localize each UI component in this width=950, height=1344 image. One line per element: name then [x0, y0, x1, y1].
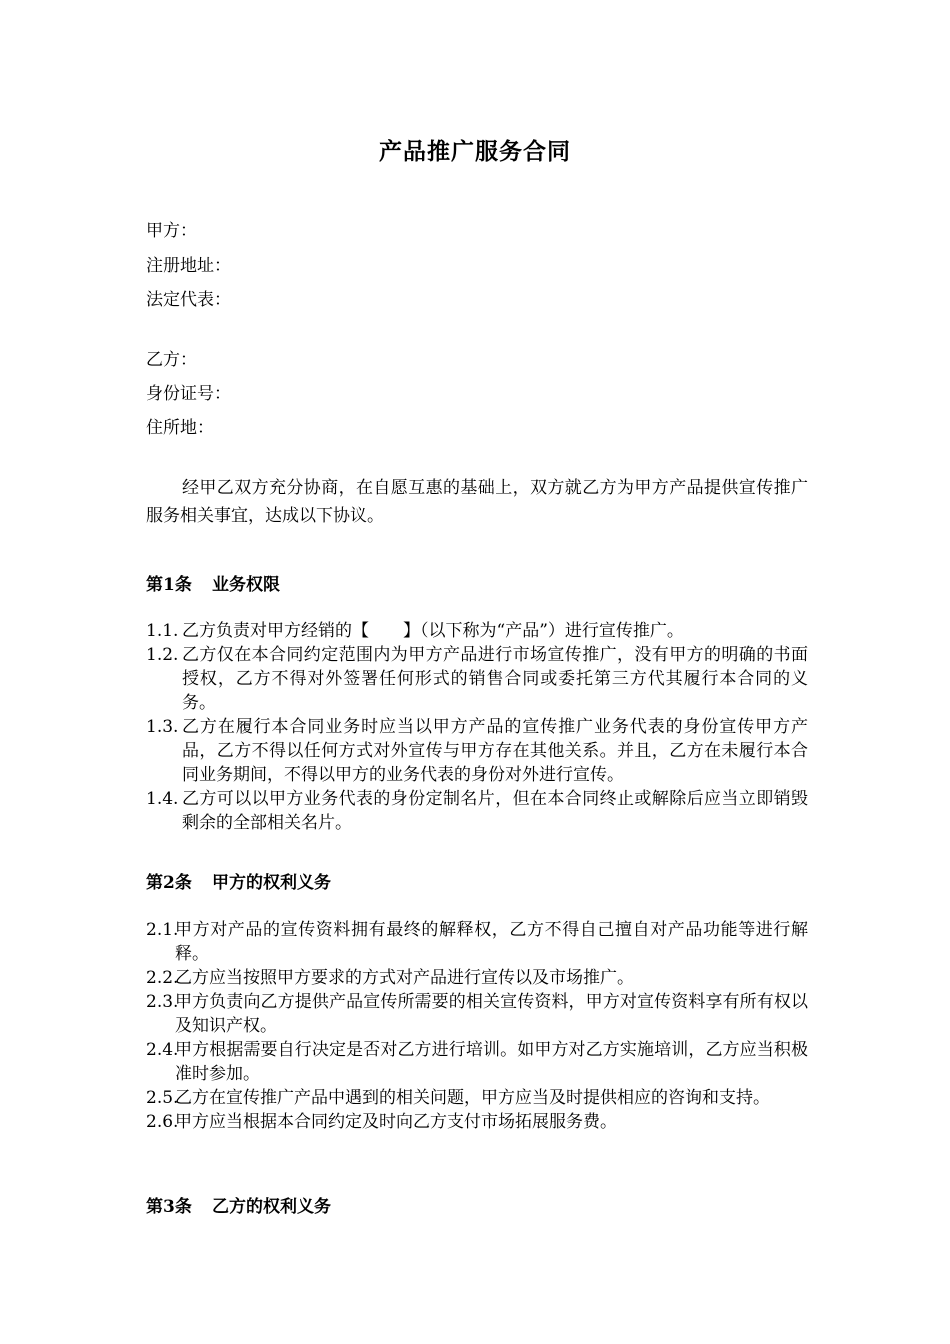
clause-text: 乙方可以以甲方业务代表的身份定制名片，但在本合同终止或解除后应当立即销毁剩余的全部相关名片。: [182, 789, 808, 833]
party-b-id-label: 身份证号：: [146, 384, 231, 404]
clause-number: 1.3.: [146, 717, 179, 737]
clause-number: 2.4.: [146, 1040, 179, 1060]
section-number: 第3条: [146, 1197, 192, 1217]
party-b-residence-label: 住所地：: [146, 418, 214, 438]
clause-text: 乙方仅在本合同约定范围内为甲方产品进行市场宣传推广，没有甲方的明确的书面授权，乙方不得对外签署任何形式的销售合同或委托第三方代其履行本合同的义务。: [182, 645, 808, 713]
section-heading: [146, 1192, 331, 1217]
clause-item: [146, 715, 808, 787]
clause-item: [146, 1086, 808, 1110]
section-title: 业务权限: [212, 575, 280, 595]
section-2-clauses: [146, 918, 808, 1134]
clause-number: 1.1.: [146, 621, 179, 641]
section-1-clauses: [146, 619, 808, 835]
clause-item: [146, 1110, 808, 1134]
clause-text: 乙方在宣传推广产品中遇到的相关问题，甲方应当及时提供相应的咨询和支持。: [175, 1088, 770, 1108]
section-number: 第1条: [146, 575, 192, 595]
clause-number: 2.5.: [146, 1088, 179, 1108]
party-a-address-label: 注册地址：: [146, 256, 231, 276]
clause-number: 2.1.: [146, 920, 179, 940]
clause-item: [146, 1038, 808, 1086]
section-number: 第2条: [146, 873, 192, 893]
clause-text: 甲方根据需要自行决定是否对乙方进行培训。如甲方对乙方实施培训，乙方应当积极准时参加。: [175, 1040, 808, 1084]
clause-item: [146, 966, 808, 990]
clause-item: [146, 643, 808, 715]
clause-text: 甲方应当根据本合同约定及时向乙方支付市场拓展服务费。: [175, 1112, 617, 1132]
section-title: 乙方的权利义务: [212, 1197, 331, 1217]
contract-title: 产品推广服务合同: [379, 138, 571, 165]
clause-number: 2.6.: [146, 1112, 179, 1132]
section-title: 甲方的权利义务: [212, 873, 331, 893]
clause-text: 甲方负责向乙方提供产品宣传所需要的相关宣传资料，甲方对宣传资料享有所有权以及知识产权。: [175, 992, 808, 1036]
section-heading: [146, 570, 280, 595]
clause-text: 甲方对产品的宣传资料拥有最终的解释权，乙方不得自己擅自对产品功能等进行解释。: [175, 920, 808, 964]
clause-item: [146, 990, 808, 1038]
intro-paragraph: 经甲乙双方充分协商，在自愿互惠的基础上，双方就乙方为甲方产品提供宣传推广服务相关事宜，达成以下协议。: [146, 478, 808, 526]
clause-text: 乙方负责对甲方经销的【 】（以下称为“产品”）进行宣传推广。: [182, 621, 684, 641]
clause-number: 1.4.: [146, 789, 179, 809]
clause-text: 乙方应当按照甲方要求的方式对产品进行宣传以及市场推广。: [175, 968, 634, 988]
clause-item: [146, 787, 808, 835]
clause-item: [146, 619, 808, 643]
party-a-rep-label: 法定代表：: [146, 290, 231, 310]
section-heading: [146, 868, 331, 893]
clause-number: 2.3.: [146, 992, 179, 1012]
party-a-name-label: 甲方：: [146, 221, 197, 241]
clause-number: 2.2.: [146, 968, 179, 988]
clause-item: [146, 918, 808, 966]
clause-text: 乙方在履行本合同业务时应当以甲方产品的宣传推广业务代表的身份宣传甲方产品，乙方不得以任何方式对外宣传与甲方存在其他关系。并且，乙方在未履行本合同业务期间，不得以甲方的业务代表的身份对外进行宣传。: [182, 717, 808, 785]
clause-number: 1.2.: [146, 645, 179, 665]
party-b-name-label: 乙方：: [146, 350, 197, 370]
